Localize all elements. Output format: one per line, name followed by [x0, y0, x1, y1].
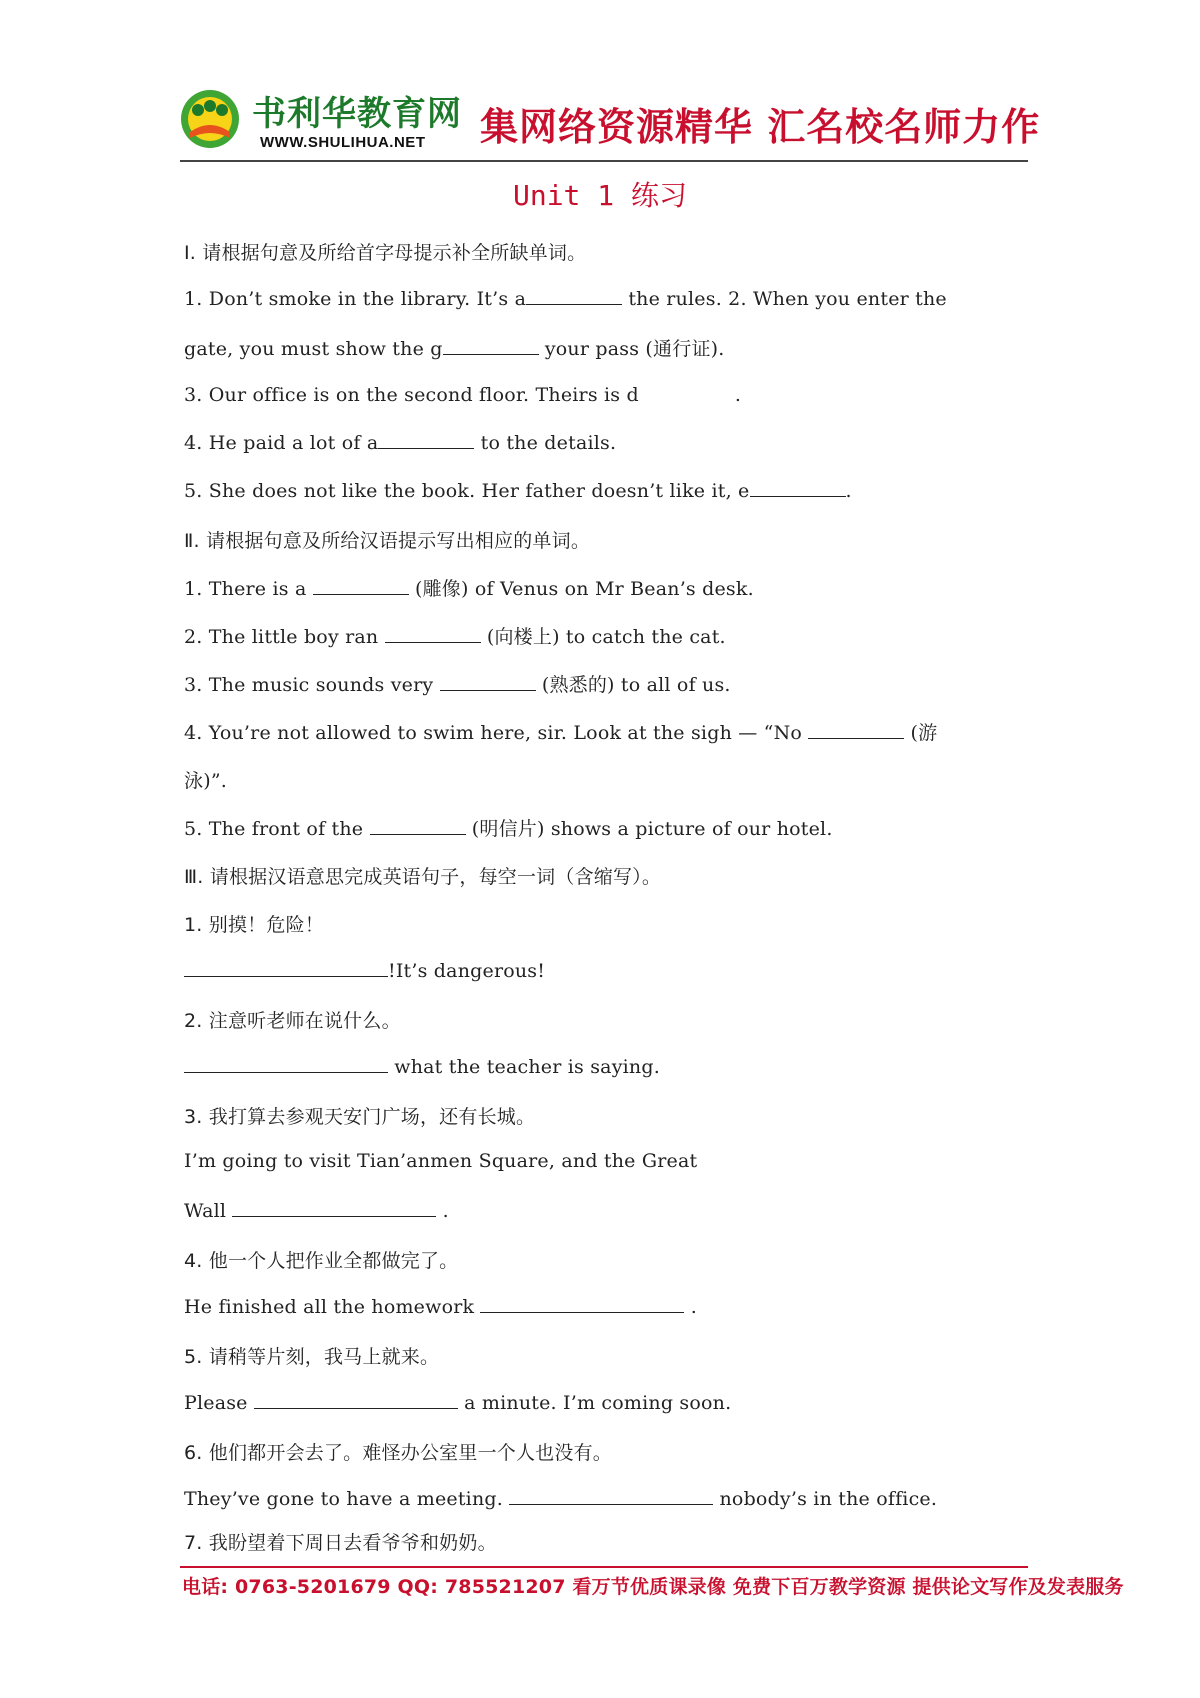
section-1-heading: Ⅰ. 请根据句意及所给首字母提示补全所缺单词。 [184, 242, 587, 264]
question-3-2-chinese: 2. 注意听老师在说什么。 [184, 1010, 401, 1032]
question-2-2: 2. The little boy ran (向楼上) to catch the cat. [184, 626, 726, 648]
brand-name: 书利华教育网 [252, 94, 462, 134]
answer-blank[interactable] [184, 958, 388, 977]
answer-blank[interactable] [254, 1390, 458, 1409]
question-3-6-chinese: 6. 他们都开会去了。难怪办公室里一个人也没有。 [184, 1442, 612, 1464]
question-3-5-chinese: 5. 请稍等片刻，我马上就来。 [184, 1346, 440, 1368]
answer-blank[interactable] [232, 1198, 436, 1217]
question-3-2-english: what the teacher is saying. [184, 1054, 660, 1078]
question-1-5: 5. She does not like the book. Her father doesn’t like it, e . [184, 480, 852, 502]
brand-url: WWW.SHULIHUA.NET [260, 134, 426, 151]
answer-blank[interactable] [639, 382, 735, 401]
question-2-4: 4. You’re not allowed to swim here, sir. Look at the sigh — “No (游 [184, 722, 938, 744]
answer-blank[interactable] [509, 1486, 713, 1505]
answer-blank[interactable] [370, 816, 466, 835]
answer-blank[interactable] [443, 336, 539, 355]
answer-blank[interactable] [378, 430, 474, 449]
answer-blank[interactable] [750, 478, 846, 497]
question-3-3-english: I’m going to visit Tian’anmen Square, and the Great [184, 1150, 698, 1172]
question-2-4-cont: 泳)”. [184, 770, 227, 792]
answer-blank[interactable] [440, 672, 536, 691]
answer-blank[interactable] [385, 624, 481, 643]
question-1-2: gate, you must show the g your pass (通行证). [184, 338, 725, 360]
question-1-3: 3. Our office is on the second floor. Theirs is d . [184, 384, 742, 406]
answer-blank[interactable] [184, 1054, 388, 1073]
answer-blank[interactable] [313, 576, 409, 595]
question-2-3: 3. The music sounds very (熟悉的) to all of us. [184, 674, 731, 696]
shulihua-logo-icon [180, 88, 240, 150]
question-3-7-chinese: 7. 我盼望着下周日去看爷爷和奶奶。 [184, 1532, 497, 1554]
footer-contact: 电话: 0763-5201679 QQ: 785521207 看万节优质课录像 免费下百万教学资源 提供论文写作及发表服务 [182, 1576, 1124, 1598]
answer-blank[interactable] [526, 286, 622, 305]
section-2-heading: Ⅱ. 请根据句意及所给汉语提示写出相应的单词。 [184, 530, 591, 552]
header-divider [180, 160, 1028, 162]
question-3-5-english: Please a minute. I’m coming soon. [184, 1392, 732, 1414]
question-1-4: 4. He paid a lot of a to the details. [184, 432, 617, 454]
header-slogan: 集网络资源精华 汇名校名师力作 [480, 105, 1041, 149]
section-3-heading: Ⅲ. 请根据汉语意思完成英语句子，每空一词（含缩写）。 [184, 866, 662, 888]
question-3-1-english: !It’s dangerous! [184, 958, 545, 982]
question-3-3-chinese: 3. 我打算去参观天安门广场，还有长城。 [184, 1106, 536, 1128]
question-3-1-chinese: 1. 别摸！危险！ [184, 914, 324, 936]
site-header [180, 84, 1041, 160]
question-3-6-english: They’ve gone to have a meeting. nobody’s in the office. [184, 1488, 938, 1510]
question-3-3-english-cont: Wall . [184, 1200, 449, 1222]
answer-blank[interactable] [480, 1294, 684, 1313]
page-title: Unit 1 练习 [512, 179, 687, 212]
answer-blank[interactable] [808, 720, 904, 739]
question-2-1: 1. There is a (雕像) of Venus on Mr Bean’s desk. [184, 578, 754, 600]
footer-divider [180, 1566, 1028, 1568]
question-3-4-english: He finished all the homework . [184, 1296, 697, 1318]
question-1-1: 1. Don’t smoke in the library. It’s a the rules. 2. When you enter the [184, 288, 947, 310]
question-3-4-chinese: 4. 他一个人把作业全都做完了。 [184, 1250, 459, 1272]
question-2-5: 5. The front of the (明信片) shows a picture of our hotel. [184, 818, 833, 840]
